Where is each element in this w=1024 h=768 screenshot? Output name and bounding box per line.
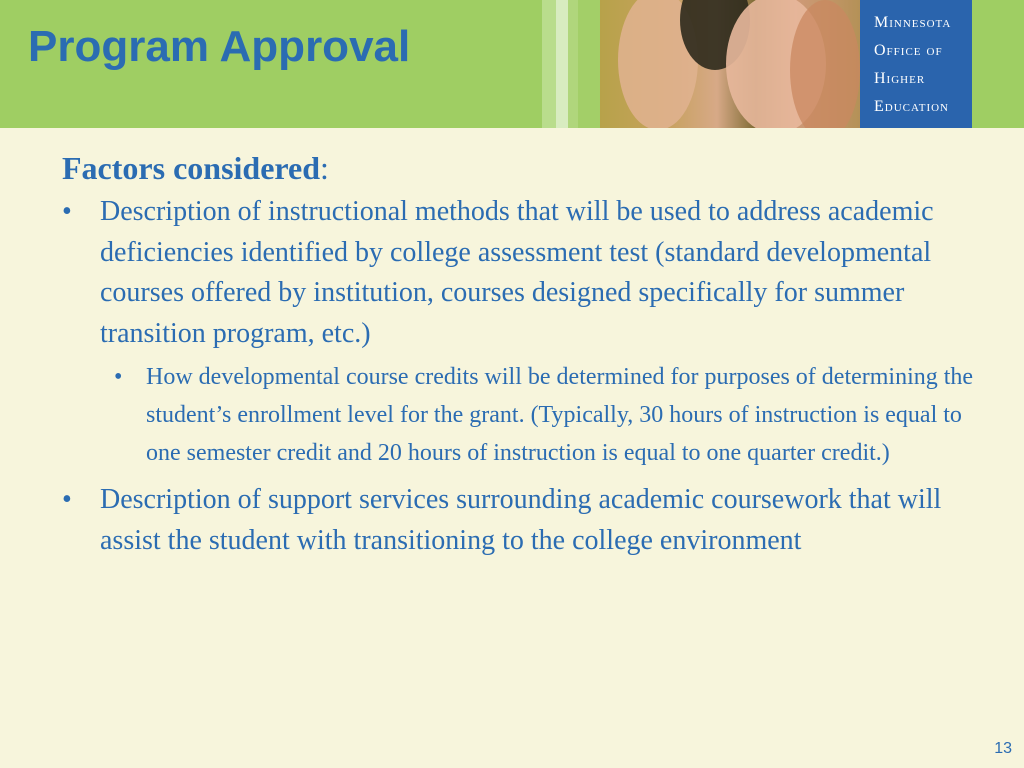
page-number: 13: [994, 740, 1012, 757]
bullet-text: Description of support services surrounding academic coursework that will assist the student with transitioning to the college environment: [100, 484, 942, 556]
decorative-stripe: [578, 0, 600, 128]
section-heading: [62, 146, 982, 190]
section-heading-colon: :: [320, 150, 329, 186]
slide-title: Program Approval: [28, 22, 411, 71]
logo-line: Office of: [874, 42, 943, 59]
sub-bullet-text: How developmental course credits will be determined for purposes of determining the student’s enrollment level for the grant. (Typically, 30 hours of instruction is equal to one semester credit and 20 hours of instruction is equal to one quarter credit.): [146, 364, 974, 466]
logo-line: Higher: [874, 70, 926, 87]
graduates-photo: [600, 0, 860, 128]
logo-line: Education: [874, 98, 949, 115]
decorative-stripe: [542, 0, 556, 128]
logo-line: Minnesota: [874, 14, 952, 31]
mohe-logo: [860, 0, 972, 128]
decorative-stripe: [568, 0, 578, 128]
slide-body: [62, 146, 982, 565]
header-banner: [0, 0, 1024, 128]
sub-bullet-item: [108, 358, 982, 472]
bullet-dot: •: [114, 364, 123, 390]
bullet-text: Description of instructional methods that will be used to address academic deficiencies identified by college assessment test (standard developmental courses offered by institution, courses designed specifically for summer transition program, etc.): [100, 196, 934, 349]
bullet-item: [62, 192, 982, 354]
bullet-dot: •: [62, 484, 72, 515]
decorative-stripe: [556, 0, 568, 128]
section-heading-text: Factors considered: [62, 150, 321, 186]
bullet-dot: •: [62, 196, 72, 227]
bullet-item: [62, 480, 982, 561]
